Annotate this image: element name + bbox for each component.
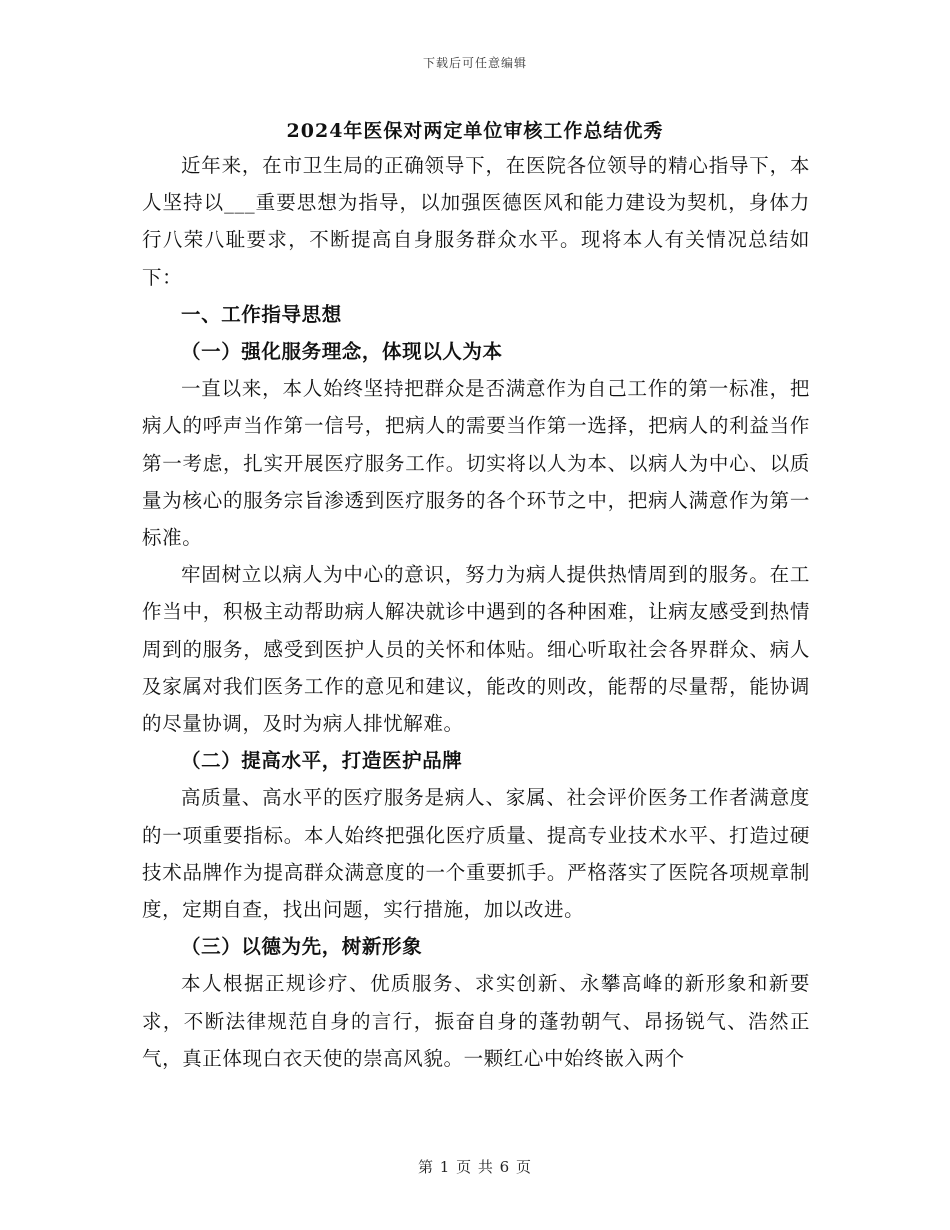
page-number-footer: 第 1 页 共 6 页	[418, 1158, 532, 1176]
section-heading-1: 一、工作指导思想	[181, 302, 342, 326]
intro-paragraph: 近年来，在市卫生局的正确领导下，在医院各位领导的精心指导下，本人坚持以___重要思想为指导，以加强医德医风和能力建设为契机，身体力行八荣八耻要求，不断提高自身服务群众水平。现将本人有关情况总结如下：	[142, 154, 810, 289]
document-title: 2024年医保对两定单位审核工作总结优秀	[286, 120, 664, 142]
subsection-heading-3: （三）以德为先，树新形象	[181, 935, 423, 959]
paragraph-1-1: 一直以来，本人始终坚持把群众是否满意作为自己工作的第一标准，把病人的呼声当作第一信号，把病人的需要当作第一选择，把病人的利益当作第一考虑，扎实开展医疗服务工作。切实将以人为本、以病人为中心、以质量为核心的服务宗旨渗透到医疗服务的各个环节之中，把病人满意作为第一标准。	[142, 377, 810, 550]
subsection-heading-2: （二）提高水平，打造医护品牌	[181, 749, 463, 773]
paragraph-3-1: 本人根据正规诊疗、优质服务、求实创新、永攀高峰的新形象和新要求，不断法律规范自身的言行，振奋自身的蓬勃朝气、昂扬锐气、浩然正气，真正体现白衣天使的崇高风貌。一颗红心中始终嵌入两个	[142, 972, 810, 1070]
paragraph-1-2: 牢固树立以病人为中心的意识，努力为病人提供热情周到的服务。在工作当中，积极主动帮助病人解决就诊中遇到的各种困难，让病友感受到热情周到的服务，感受到医护人员的关怀和体贴。细心听取社会各界群众、病人及家属对我们医务工作的意见和建议，能改的则改，能帮的尽量帮，能协调的尽量协调，及时为病人排忧解难。	[142, 563, 810, 736]
paragraph-2-1: 高质量、高水平的医疗服务是病人、家属、社会评价医务工作者满意度的一项重要指标。本人始终把强化医疗质量、提高专业技术水平、打造过硬技术品牌作为提高群众满意度的一个重要抓手。严格落实了医院各项规章制度，定期自查，找出问题，实行措施，加以改进。	[142, 786, 810, 922]
page-header-note: 下载后可任意编辑	[422, 56, 527, 70]
subsection-heading-1: （一）强化服务理念，体现以人为本	[181, 340, 503, 364]
document-body	[142, 147, 810, 1077]
